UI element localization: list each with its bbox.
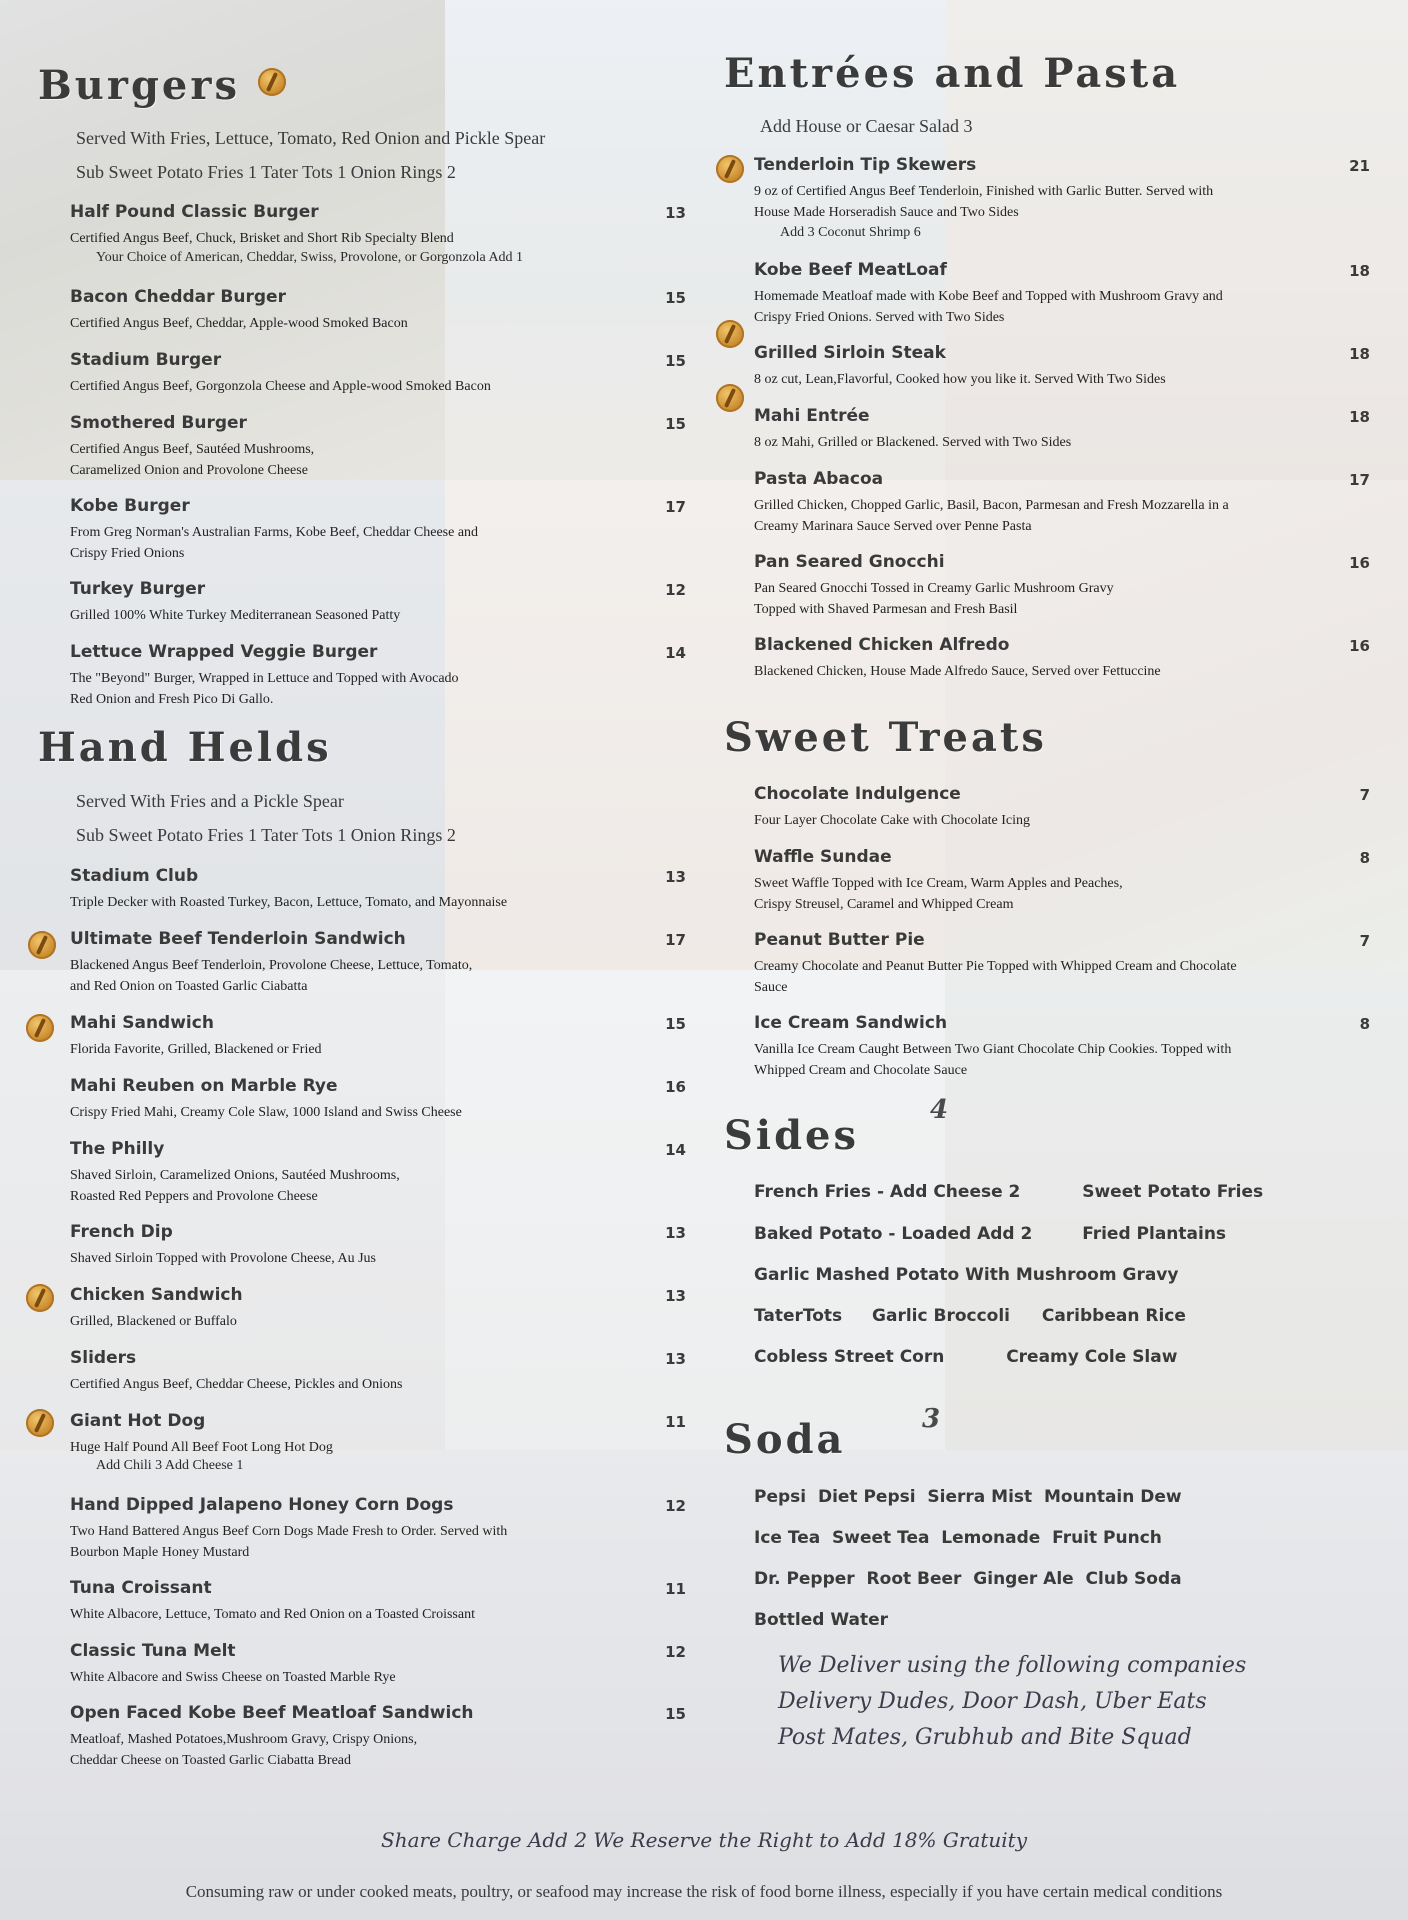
side-item: Garlic Mashed Potato With Mushroom Gravy bbox=[754, 1265, 1179, 1285]
soda-item: Root Beer bbox=[866, 1569, 962, 1589]
side-item: TaterTots bbox=[754, 1306, 843, 1326]
sides-row bbox=[754, 1265, 1178, 1285]
soda-item: Sierra Mist bbox=[927, 1487, 1033, 1507]
soda-row bbox=[754, 1528, 1162, 1548]
soda-item: Dr. Pepper bbox=[754, 1569, 855, 1589]
hand-helds-note: Served With Fries and a Pickle Spear bbox=[76, 791, 344, 811]
sides-row bbox=[754, 1182, 1263, 1202]
soda-row bbox=[754, 1487, 1182, 1507]
side-item: Sweet Potato Fries bbox=[1082, 1182, 1264, 1202]
soda-item: Sweet Tea bbox=[832, 1528, 930, 1548]
soda-item: Lemonade bbox=[941, 1528, 1041, 1548]
side-item: French Fries - Add Cheese 2 bbox=[754, 1182, 1021, 1202]
signature-badge-icon bbox=[716, 320, 744, 348]
sides-row bbox=[754, 1224, 1226, 1244]
soda-item: Bottled Water bbox=[754, 1610, 888, 1630]
signature-badge-icon bbox=[26, 1409, 54, 1437]
soda-title: Soda bbox=[724, 1416, 846, 1463]
burgers-sub-note: Sub Sweet Potato Fries 1 Tater Tots 1 Onion Rings 2 bbox=[76, 162, 456, 182]
entrees-title: Entrées and Pasta bbox=[724, 50, 1181, 97]
soda-row bbox=[754, 1569, 1182, 1589]
side-item: Fried Plantains bbox=[1082, 1224, 1227, 1244]
side-item: Garlic Broccoli bbox=[872, 1306, 1010, 1326]
share-charge-note: Share Charge Add 2 We Reserve the Right to Add 18% Gratuity bbox=[381, 1828, 1027, 1852]
sides-row bbox=[754, 1347, 1177, 1367]
sweet-treats-title: Sweet Treats bbox=[724, 714, 1047, 761]
delivery-line: We Deliver using the following companies bbox=[778, 1653, 1247, 1678]
side-item: Creamy Cole Slaw bbox=[1006, 1347, 1178, 1367]
burgers-title: Burgers bbox=[38, 62, 240, 109]
sides-row bbox=[754, 1306, 1186, 1326]
side-item: Caribbean Rice bbox=[1041, 1306, 1186, 1326]
soda-item: Ginger Ale bbox=[973, 1569, 1074, 1589]
hand-helds-title: Hand Helds bbox=[38, 724, 332, 771]
soda-item: Fruit Punch bbox=[1052, 1528, 1162, 1548]
delivery-info bbox=[778, 1648, 1246, 1756]
signature-badge-icon bbox=[258, 68, 286, 96]
soda-item: Mountain Dew bbox=[1044, 1487, 1182, 1507]
sides-price: 4 bbox=[930, 1095, 949, 1125]
soda-price: 3 bbox=[922, 1404, 941, 1434]
soda-item: Ice Tea bbox=[754, 1528, 821, 1548]
signature-badge-icon bbox=[26, 1014, 54, 1042]
side-item: Cobless Street Corn bbox=[754, 1347, 945, 1367]
side-item: Baked Potato - Loaded Add 2 bbox=[754, 1224, 1033, 1244]
soda-item: Club Soda bbox=[1085, 1569, 1182, 1589]
signature-badge-icon bbox=[26, 1284, 54, 1312]
sides-title: Sides bbox=[724, 1112, 860, 1159]
signature-badge-icon bbox=[716, 384, 744, 412]
hand-helds-sub-note: Sub Sweet Potato Fries 1 Tater Tots 1 Onion Rings 2 bbox=[76, 825, 456, 845]
signature-badge-icon bbox=[28, 931, 56, 959]
soda-item: Diet Pepsi bbox=[817, 1487, 916, 1507]
signature-badge-icon bbox=[716, 155, 744, 183]
soda-row bbox=[754, 1610, 888, 1630]
delivery-line: Post Mates, Grubhub and Bite Squad bbox=[778, 1725, 1192, 1750]
health-warning: Consuming raw or under cooked meats, poultry, or seafood may increase the risk of food borne illness, especially if you have certain medical conditions bbox=[185, 1882, 1223, 1901]
burgers-note: Served With Fries, Lettuce, Tomato, Red Onion and Pickle Spear bbox=[76, 128, 546, 148]
soda-item: Pepsi bbox=[754, 1487, 807, 1507]
entrees-note: Add House or Caesar Salad 3 bbox=[760, 116, 973, 136]
delivery-line: Delivery Dudes, Door Dash, Uber Eats bbox=[778, 1689, 1207, 1714]
